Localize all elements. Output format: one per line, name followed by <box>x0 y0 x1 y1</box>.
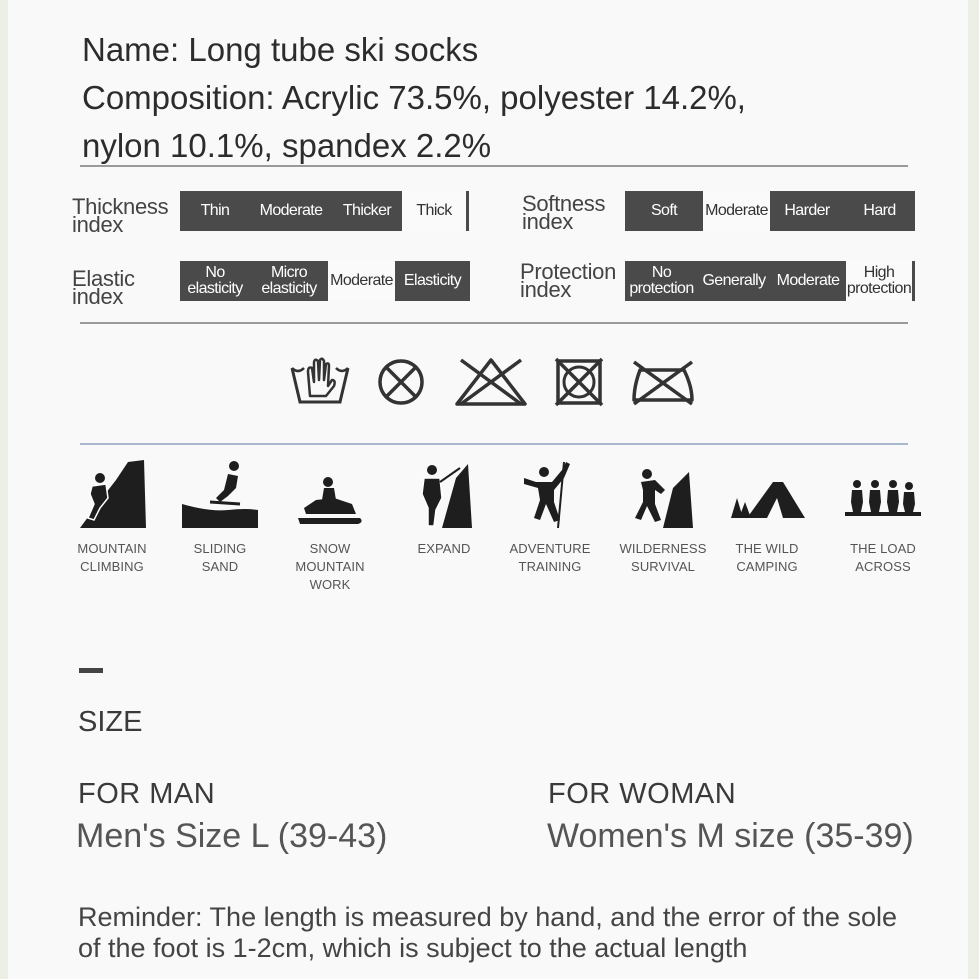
elastic-level-no-elasticity: No elasticity <box>180 261 250 301</box>
softness-index-label: Softness index <box>522 191 606 234</box>
elastic-level-moderate: Moderate <box>328 261 395 301</box>
adventure-training-icon <box>518 458 582 530</box>
composition-line-2: nylon 10.1%, spandex 2.2% <box>82 127 492 164</box>
section-dash <box>79 668 103 673</box>
softness-level-harder: Harder <box>770 191 844 231</box>
activity-expand: EXPAND <box>389 458 499 558</box>
bar-end-marker <box>912 261 915 301</box>
for-man-heading: FOR MAN <box>78 778 216 810</box>
activity-sliding-sand: SLIDING SAND <box>165 458 275 576</box>
care-icons <box>288 356 708 408</box>
activity-wilderness-survival: WILDERNESS SURVIVAL <box>608 458 718 576</box>
protection-index-bar <box>625 261 912 301</box>
size-title: SIZE <box>78 706 143 738</box>
man-size-value: Men's Size L (39-43) <box>76 817 388 855</box>
thickness-level-thin: Thin <box>180 191 250 231</box>
activity-adventure-training: ADVENTURE TRAINING <box>495 458 605 576</box>
activity-the-load-across: THE LOAD ACROSS <box>828 458 938 576</box>
for-woman-heading: FOR WOMAN <box>548 778 737 810</box>
hikers-group-icon <box>843 458 923 530</box>
reminder-note: Reminder: The length is measured by hand, and the error of the sole of the foot is 1-2cm, which is subject to the actual length <box>78 902 897 963</box>
softness-level-hard: Hard <box>844 191 915 231</box>
woman-size-value: Women's M size (35-39) <box>547 817 914 855</box>
elastic-level-micro-elasticity: Micro elasticity <box>250 261 328 301</box>
thickness-index-bar <box>180 191 466 231</box>
activity-mountain-climbing: MOUNTAIN CLIMBING <box>57 458 167 576</box>
sliding-sand-icon <box>180 458 260 530</box>
activity-snow-mountain-work: SNOW MOUNTAIN WORK <box>275 458 385 594</box>
do-not-dry-clean-icon <box>374 356 428 408</box>
protection-level-high-protection: High protection <box>846 261 912 301</box>
thickness-index-label: Thickness index <box>72 194 169 237</box>
activity-icons <box>62 458 962 592</box>
do-not-bleach-icon <box>453 356 529 408</box>
snowmobile-icon <box>294 458 366 530</box>
product-info <box>82 26 746 170</box>
tent-camping-icon <box>727 458 807 530</box>
divider <box>80 322 908 324</box>
protection-level-no-protection: No protection <box>625 261 698 301</box>
softness-level-moderate: Moderate <box>703 191 770 231</box>
thickness-level-moderate: Moderate <box>250 191 332 231</box>
thickness-level-thicker: Thicker <box>332 191 402 231</box>
bar-end-marker <box>466 191 469 231</box>
elastic-index-bar <box>180 261 470 301</box>
thickness-level-thick: Thick <box>402 191 466 231</box>
composition-line-1: Composition: Acrylic 73.5%, polyester 14.2%, <box>82 79 746 116</box>
protection-level-generally: Generally <box>698 261 770 301</box>
protection-level-moderate: Moderate <box>770 261 846 301</box>
mountain-climbing-icon <box>76 458 148 530</box>
activity-the-wild-camping: THE WILD CAMPING <box>712 458 822 576</box>
elastic-level-elasticity: Elasticity <box>395 261 470 301</box>
product-name: Name: Long tube ski socks <box>82 31 479 68</box>
expand-climber-icon <box>412 458 476 530</box>
hand-wash-icon <box>288 356 352 408</box>
softness-index-bar <box>625 191 915 231</box>
protection-index-label: Protection index <box>520 259 617 302</box>
do-not-iron-icon <box>630 356 696 408</box>
softness-level-soft: Soft <box>625 191 703 231</box>
divider <box>80 165 908 167</box>
elastic-index-label: Elastic index <box>72 266 135 309</box>
wilderness-survival-icon <box>631 458 695 530</box>
divider <box>80 443 908 445</box>
do-not-tumble-dry-icon <box>553 356 605 408</box>
